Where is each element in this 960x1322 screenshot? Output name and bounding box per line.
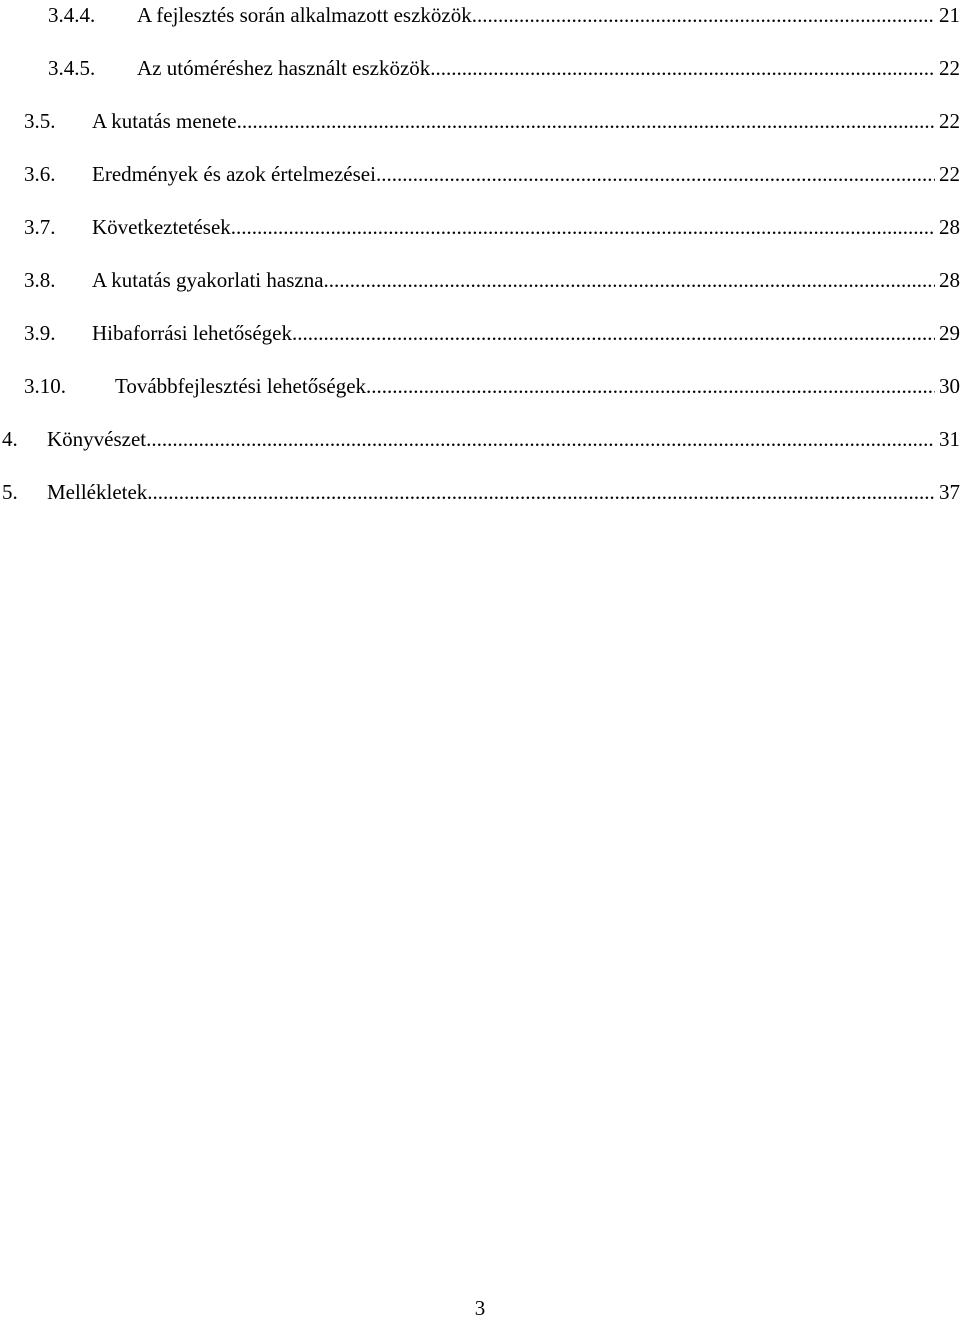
toc-entry-line (92, 318, 960, 348)
toc-dot-leader (366, 371, 935, 401)
page-number: 3 (474, 1296, 486, 1320)
toc-entry-page: 22 (939, 56, 960, 80)
toc-entry-page: 22 (939, 109, 960, 133)
toc-entry[interactable] (0, 53, 960, 83)
toc-entry-line (92, 212, 960, 242)
toc-entry-title: Az utóméréshez használt eszközök (137, 56, 431, 80)
toc-entry-line (47, 424, 960, 454)
toc-entry-number: 3.4.4. (48, 3, 96, 27)
toc-entry-number: 4. (2, 427, 18, 451)
toc-entry-line (137, 0, 960, 30)
toc-entry-number: 3.10. (24, 374, 66, 398)
toc-entry-page: 22 (939, 162, 960, 186)
toc-entry[interactable] (0, 477, 960, 507)
toc-dot-leader (430, 53, 935, 83)
toc-entry-page: 30 (939, 374, 960, 398)
toc-dot-leader (231, 212, 935, 242)
toc-entry[interactable] (0, 265, 960, 295)
toc-entry-title: Könyvészet (47, 427, 147, 451)
toc-entry-number: 3.8. (24, 268, 56, 292)
toc-entry[interactable] (0, 318, 960, 348)
toc-dot-leader (147, 477, 935, 507)
toc-entry-page: 28 (939, 268, 960, 292)
toc-entry-line (92, 265, 960, 295)
toc-entry-title: A kutatás menete (92, 109, 237, 133)
toc-entry-line (137, 53, 960, 83)
toc-dot-leader (237, 106, 935, 136)
toc-entry-title: Eredmények és azok értelmezései (92, 162, 376, 186)
toc-entry-number: 3.7. (24, 215, 56, 239)
toc-entry-page: 28 (939, 215, 960, 239)
toc-dot-leader (376, 159, 935, 189)
toc-entry-number: 3.6. (24, 162, 56, 186)
toc-entry-title: Mellékletek (47, 480, 148, 504)
toc-entry-title: Továbbfejlesztési lehetőségek (115, 374, 367, 398)
toc-entry-number: 3.5. (24, 109, 56, 133)
toc-entry[interactable] (0, 0, 960, 30)
toc-entry-number: 3.4.5. (48, 56, 96, 80)
toc-dot-leader (324, 265, 935, 295)
toc-dot-leader (292, 318, 935, 348)
toc-entry-line (92, 159, 960, 189)
toc-entry-page: 21 (939, 3, 960, 27)
toc-entry-title: Következtetések (92, 215, 231, 239)
toc-entry[interactable] (0, 371, 960, 401)
toc-entry-number: 3.9. (24, 321, 56, 345)
toc-entry-line (115, 371, 960, 401)
toc-entry[interactable] (0, 424, 960, 454)
toc-entry-title: A fejlesztés során alkalmazott eszközök (137, 3, 472, 27)
toc-entry-page: 29 (939, 321, 960, 345)
toc-entry[interactable] (0, 159, 960, 189)
toc-entry-title: A kutatás gyakorlati haszna (92, 268, 324, 292)
toc-entry-line (47, 477, 960, 507)
toc-dot-leader (146, 424, 935, 454)
toc-entry-line (92, 106, 960, 136)
toc-entry-number: 5. (2, 480, 18, 504)
toc-entry-page: 31 (939, 427, 960, 451)
toc-entry[interactable] (0, 212, 960, 242)
toc-dot-leader (472, 0, 935, 30)
toc-entry[interactable] (0, 106, 960, 136)
toc-entry-title: Hibaforrási lehetőségek (92, 321, 293, 345)
toc-entry-page: 37 (939, 480, 960, 504)
